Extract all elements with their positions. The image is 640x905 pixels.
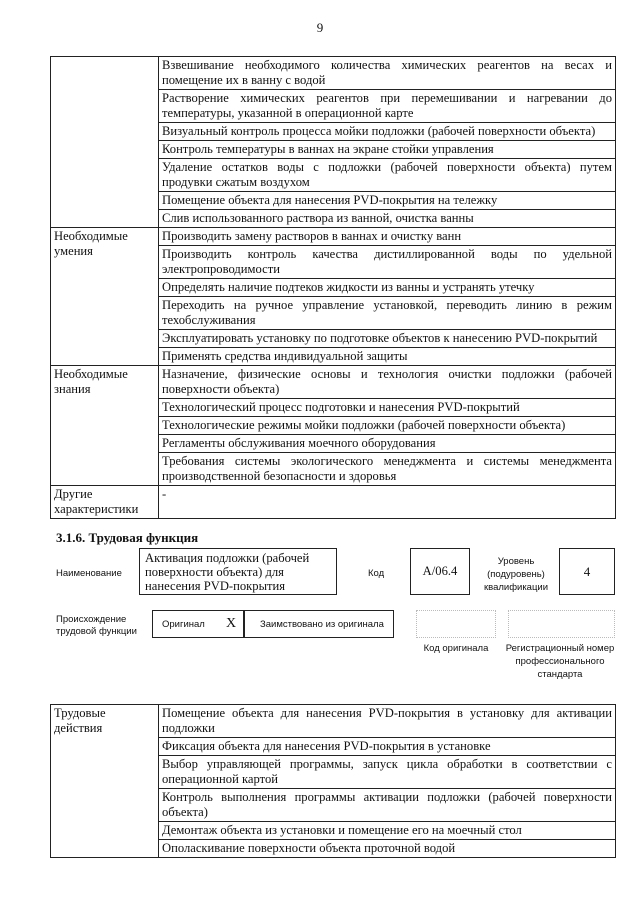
row-label: Необходимые знания [51, 366, 159, 486]
actions-table [50, 704, 616, 858]
row-item: Контроль выполнения программы активации подложки (рабочей поверхности объекта) [159, 789, 616, 822]
table-row [51, 705, 616, 738]
original-mark: X [226, 616, 237, 631]
origin-label: Происхождение трудовой функции [56, 614, 137, 637]
row-item: Регламенты обслуживания моечного оборудования [159, 435, 616, 453]
code-original-box [416, 610, 496, 638]
borrowed-cell [244, 610, 394, 638]
table-row [51, 486, 616, 519]
row-item: Растворение химических реагентов при перемешивании и нагревании до температуры, указанной в операционной карте [159, 90, 616, 123]
row-label [51, 57, 159, 228]
row-item: Выбор управляющей программы, запуск цикла обработки в соответствии с операционной картой [159, 756, 616, 789]
original-cell [152, 610, 244, 638]
row-item: Ополаскивание поверхности объекта проточной водой [159, 840, 616, 858]
row-item: Удаление остатков воды с подложки (рабочей поверхности объекта) путем продувки сжатым воздухом [159, 159, 616, 192]
table-row [51, 57, 616, 90]
table-row [51, 228, 616, 246]
function-name-box [139, 548, 337, 595]
row-label: Другие характеристики [51, 486, 159, 519]
borrowed-label: Заимствовано из оригинала [260, 619, 384, 630]
row-item: Фиксация объекта для нанесения PVD-покрытия в установке [159, 738, 616, 756]
code-original-label: Код оригинала [423, 643, 489, 654]
row-item: Демонтаж объекта из установки и помещение его на моечный стол [159, 822, 616, 840]
row-item: Требования системы экологического менеджмента и системы менеджмента производственной безопасности и здоровья [159, 453, 616, 486]
page-number: 9 [316, 20, 324, 35]
code-box [410, 548, 470, 595]
row-item: Помещение объекта для нанесения PVD-покрытия на тележку [159, 192, 616, 210]
reg-number-label: Регистрационный номер профессионального стандарта [505, 643, 615, 680]
table-row [51, 366, 616, 399]
row-item: Определять наличие подтеков жидкости из ванны и устранять утечку [159, 279, 616, 297]
row-item: Взвешивание необходимого количества химических реагентов на весах и помещение их в ванну с водой [159, 57, 616, 90]
row-item: Производить контроль качества дистиллированной воды по удельной электропроводимости [159, 246, 616, 279]
row-item: Применять средства индивидуальной защиты [159, 348, 616, 366]
level-label: Уровень (подуровень) квалификации [483, 556, 549, 593]
code-label: Код [368, 568, 385, 579]
row-item: Контроль температуры в ваннах на экране стойки управления [159, 141, 616, 159]
row-item: Эксплуатировать установку по подготовке объектов к нанесению PVD-покрытий [159, 330, 616, 348]
row-item: Технологические режимы мойки подложки (рабочей поверхности объекта) [159, 417, 616, 435]
row-item: Слив использованного раствора из ванной, очистка ванны [159, 210, 616, 228]
reg-number-box [508, 610, 615, 638]
row-item: - [159, 486, 616, 519]
row-item: Технологический процесс подготовки и нанесения PVD-покрытий [159, 399, 616, 417]
function-name: Активация подложки (рабочей поверхности объекта) для нанесения PVD-покрытия [145, 551, 310, 593]
code-value: A/06.4 [422, 564, 458, 578]
level-value: 4 [583, 563, 591, 579]
row-item: Помещение объекта для нанесения PVD-покрытия в установку для активации подложки [159, 705, 616, 738]
row-item: Переходить на ручное управление установкой, переводить линию в режим техобслуживания [159, 297, 616, 330]
row-label: Трудовые действия [51, 705, 159, 858]
competency-table [50, 56, 616, 519]
section-title: 3.1.6. Трудовая функция [56, 530, 199, 545]
level-box [559, 548, 615, 595]
name-label: Наименование [56, 568, 122, 579]
row-label: Необходимые умения [51, 228, 159, 366]
row-item: Назначение, физические основы и технология очистки подложки (рабочей поверхности объекта) [159, 366, 616, 399]
row-item: Визуальный контроль процесса мойки подложки (рабочей поверхности объекта) [159, 123, 616, 141]
row-item: Производить замену растворов в ваннах и очистку ванн [159, 228, 616, 246]
original-label: Оригинал [162, 619, 205, 630]
